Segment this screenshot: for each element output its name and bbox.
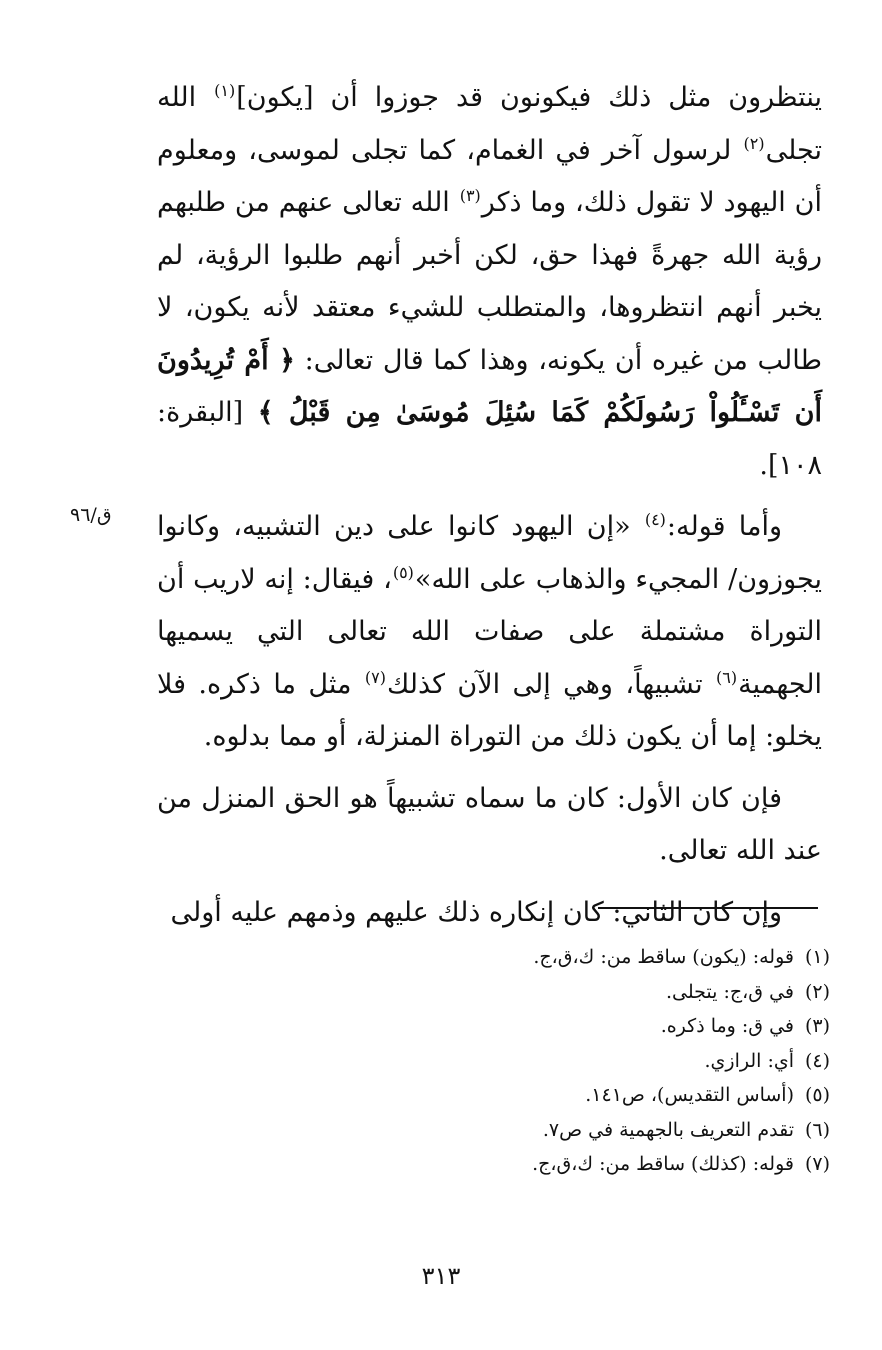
footnote-ref-2[interactable]: (٢) [743, 133, 765, 153]
footnote-item [150, 940, 830, 975]
footnote-text: قوله: (كذلك) ساقط من: ك،ق،ج. [532, 1153, 794, 1175]
footnote-text: في ق: وما ذكره. [660, 1015, 794, 1037]
footnote-text: أي: الرازي. [704, 1049, 794, 1072]
footnote-item [150, 1044, 830, 1079]
footnote-text: قوله: (يكون) ساقط من: ك،ق،ج. [533, 946, 794, 968]
manuscript-folio-note: ق/٩٦ [70, 504, 112, 526]
footnote-separator [598, 907, 818, 909]
footnote-ref-6[interactable]: (٦) [716, 667, 738, 687]
text-run: تشبيهاً، وهي إلى الآن كذلك [386, 668, 716, 700]
footnote-item [150, 1009, 830, 1044]
footnote-ref-7[interactable]: (٧) [364, 667, 386, 687]
footnote-number: (٤) [804, 1049, 830, 1072]
footnote-number: (٧) [804, 1153, 830, 1175]
footnote-text: تقدم التعريف بالجهمية في ص٧. [542, 1118, 794, 1141]
footnote-ref-3[interactable]: (٣) [459, 186, 481, 205]
paragraph-4: وإن كان الثاني: كان إنكاره ذلك عليهم وذمهم عليه أولى [170, 896, 782, 928]
verse-citation: [البقرة: ١٠٨]. [157, 397, 822, 481]
footnote-text: في ق،ج: يتجلى. [666, 980, 794, 1003]
footnote-item [150, 975, 830, 1010]
text-run: مثل ما ذكره. فلا يخلو: إما أن يكون ذلك من التوراة المنزلة، أو مما بدلوه. [157, 668, 822, 752]
paragraph-2 [157, 501, 822, 764]
footnotes-list [150, 940, 830, 1182]
footnote-number: (١) [804, 946, 830, 968]
footnote-number: (٦) [804, 1118, 830, 1141]
main-text [157, 72, 822, 948]
footnote-number: (٢) [804, 980, 830, 1003]
footnote-item [150, 1078, 830, 1113]
quran-verse: ﴿ أَمْ تُرِيدُونَ أَن تَسْـَٔلُواْ رَسُولَكُمْ كَمَا سُئِلَ مُوسَىٰ مِن قَبْلُ ﴾ [157, 344, 822, 428]
text-run: لرسول آخر في الغمام، كما تجلى لموسى، ومعلوم أن اليهود لا تقول ذلك، وما ذكر [157, 134, 822, 218]
text-run: الله تجلى [157, 82, 822, 166]
footnote-text: (أساس التقديس)، ص١٤١. [585, 1084, 794, 1106]
text-run: ينتظرون مثل ذلك فيكونون قد جوزوا أن [يكون] [236, 82, 822, 113]
text-run: الله تعالى عنهم من طلبهم رؤية الله جهرةً فهذا حق، لكن أخبر أنهم طلبوا الرؤية، لم يخبر أنهم انتظروها، والمتطلب للشيء معتقد لأنه يكون، لا طالب من غيره أن يكونه، وهذا كما قال تعالى: [157, 187, 822, 376]
text-run: «إن اليهود كانوا على دين التشبيه، وكانوا يجوزون/ المجيء والذهاب على الله» [157, 511, 822, 595]
footnote-number: (٣) [804, 1015, 830, 1037]
paragraph-3: فإن كان الأول: كان ما سماه تشبيهاً هو الحق المنزل من عند الله تعالى. [157, 782, 822, 866]
footnote-ref-5[interactable]: (٥) [392, 562, 414, 582]
text-run: ، فيقال: إنه لاريب أن التوراة مشتملة على صفات الله تعالى التي يسميها الجهمية [157, 563, 822, 700]
footnote-number: (٥) [804, 1084, 830, 1106]
page-number: ٣١٣ [421, 1262, 461, 1290]
footnote-item [150, 1113, 830, 1148]
paragraph-1 [157, 72, 822, 492]
text-run: وأما قوله: [666, 511, 782, 542]
footnote-item [150, 1147, 830, 1182]
footnote-ref-4[interactable]: (٤) [644, 510, 666, 529]
footnote-ref-1[interactable]: (١) [214, 81, 236, 100]
